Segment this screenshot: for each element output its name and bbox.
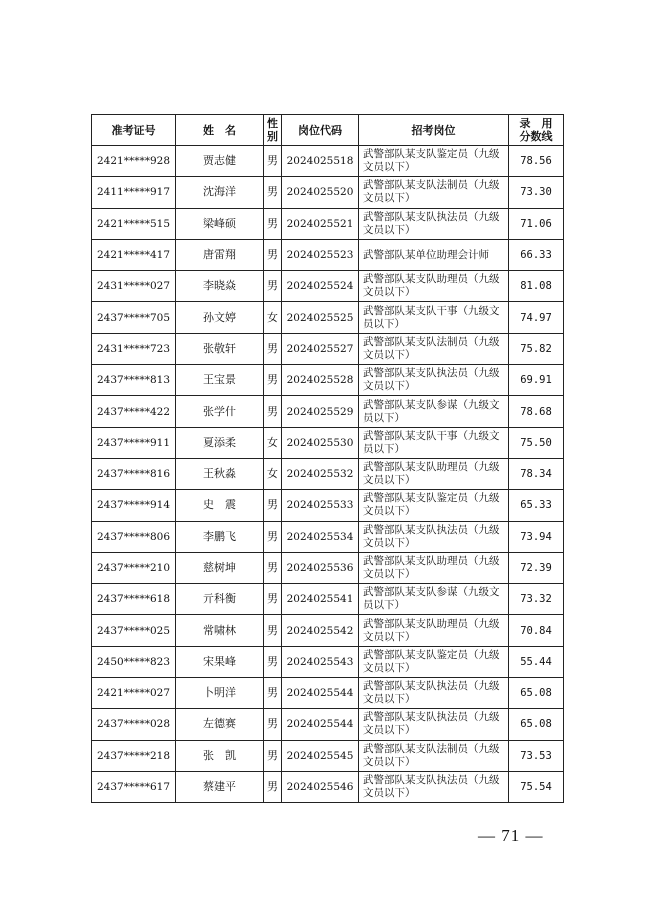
cell-post: 武警部队某支队鉴定员（九级文员以下） xyxy=(359,490,509,521)
cell-post: 武警部队某支队执法员（九级文员以下） xyxy=(359,678,509,709)
cell-post: 武警部队某支队参谋（九级文员以下） xyxy=(359,584,509,615)
cell-code: 2024025529 xyxy=(282,396,359,427)
table-row xyxy=(92,146,564,177)
cell-post: 武警部队某支队助理员（九级文员以下） xyxy=(359,615,509,646)
cell-name: 左德赛 xyxy=(176,709,264,740)
cell-post: 武警部队某支队执法员（九级文员以下） xyxy=(359,709,509,740)
cell-gender: 男 xyxy=(264,396,282,427)
table-row xyxy=(92,208,564,239)
header-id: 准考证号 xyxy=(92,115,176,146)
cell-gender: 男 xyxy=(264,333,282,364)
cell-score: 75.50 xyxy=(509,427,564,458)
cell-post: 武警部队某支队鉴定员（九级文员以下） xyxy=(359,146,509,177)
cell-name: 亓科衡 xyxy=(176,584,264,615)
cell-id: 2437*****914 xyxy=(92,490,176,521)
cell-id: 2437*****210 xyxy=(92,552,176,583)
cell-code: 2024025518 xyxy=(282,146,359,177)
cell-id: 2421*****027 xyxy=(92,678,176,709)
page-number: — 71 — xyxy=(478,826,544,845)
cell-score: 71.06 xyxy=(509,208,564,239)
results-table xyxy=(91,114,564,803)
cell-code: 2024025544 xyxy=(282,678,359,709)
cell-score: 78.34 xyxy=(509,458,564,489)
cell-post: 武警部队某支队干事（九级文员以下） xyxy=(359,427,509,458)
cell-post: 武警部队某支队参谋（九级文员以下） xyxy=(359,396,509,427)
cell-score: 78.68 xyxy=(509,396,564,427)
cell-code: 2024025521 xyxy=(282,208,359,239)
header-gender: 性别 xyxy=(264,115,282,146)
cell-gender: 男 xyxy=(264,678,282,709)
cell-code: 2024025545 xyxy=(282,740,359,771)
cell-score: 69.91 xyxy=(509,365,564,396)
cell-code: 2024025530 xyxy=(282,427,359,458)
table-row xyxy=(92,771,564,802)
cell-code: 2024025532 xyxy=(282,458,359,489)
cell-gender: 男 xyxy=(264,177,282,208)
cell-gender: 女 xyxy=(264,302,282,333)
cell-name: 夏添柔 xyxy=(176,427,264,458)
cell-post: 武警部队某支队法制员（九级文员以下） xyxy=(359,333,509,364)
header-code: 岗位代码 xyxy=(282,115,359,146)
cell-post: 武警部队某支队干事（九级文员以下） xyxy=(359,302,509,333)
cell-id: 2437*****028 xyxy=(92,709,176,740)
cell-code: 2024025527 xyxy=(282,333,359,364)
cell-id: 2437*****806 xyxy=(92,521,176,552)
cell-code: 2024025520 xyxy=(282,177,359,208)
cell-score: 73.30 xyxy=(509,177,564,208)
cell-name: 张学什 xyxy=(176,396,264,427)
cell-score: 74.97 xyxy=(509,302,564,333)
cell-post: 武警部队某支队执法员（九级文员以下） xyxy=(359,521,509,552)
cell-name: 王宝景 xyxy=(176,365,264,396)
cell-name: 蔡建平 xyxy=(176,771,264,802)
header-score-line1: 录 用 xyxy=(519,117,553,130)
header-score-line2: 分数线 xyxy=(519,130,553,143)
cell-id: 2421*****928 xyxy=(92,146,176,177)
cell-id: 2437*****218 xyxy=(92,740,176,771)
cell-name: 卜明洋 xyxy=(176,678,264,709)
cell-code: 2024025525 xyxy=(282,302,359,333)
cell-id: 2437*****617 xyxy=(92,771,176,802)
cell-score: 73.94 xyxy=(509,521,564,552)
cell-gender: 男 xyxy=(264,365,282,396)
table-row xyxy=(92,333,564,364)
cell-post: 武警部队某支队法制员（九级文员以下） xyxy=(359,740,509,771)
table-row xyxy=(92,271,564,302)
cell-score: 66.33 xyxy=(509,239,564,270)
cell-code: 2024025528 xyxy=(282,365,359,396)
cell-gender: 男 xyxy=(264,552,282,583)
cell-id: 2421*****417 xyxy=(92,239,176,270)
cell-gender: 女 xyxy=(264,458,282,489)
table-row xyxy=(92,678,564,709)
cell-id: 2421*****515 xyxy=(92,208,176,239)
table-row xyxy=(92,521,564,552)
cell-name: 贾志健 xyxy=(176,146,264,177)
cell-post: 武警部队某支队鉴定员（九级文员以下） xyxy=(359,646,509,677)
cell-id: 2437*****422 xyxy=(92,396,176,427)
cell-gender: 男 xyxy=(264,271,282,302)
table-row xyxy=(92,177,564,208)
cell-post: 武警部队某支队执法员（九级文员以下） xyxy=(359,365,509,396)
cell-code: 2024025544 xyxy=(282,709,359,740)
cell-score: 75.54 xyxy=(509,771,564,802)
cell-name: 宋果峰 xyxy=(176,646,264,677)
table-row xyxy=(92,396,564,427)
cell-post: 武警部队某支队助理员（九级文员以下） xyxy=(359,552,509,583)
cell-gender: 男 xyxy=(264,239,282,270)
cell-id: 2437*****911 xyxy=(92,427,176,458)
cell-post: 武警部队某支队执法员（九级文员以下） xyxy=(359,771,509,802)
cell-gender: 男 xyxy=(264,490,282,521)
cell-code: 2024025533 xyxy=(282,490,359,521)
table-row xyxy=(92,458,564,489)
results-table-container xyxy=(91,114,563,803)
cell-id: 2437*****816 xyxy=(92,458,176,489)
table-row xyxy=(92,646,564,677)
cell-post: 武警部队某支队助理员（九级文员以下） xyxy=(359,458,509,489)
cell-code: 2024025541 xyxy=(282,584,359,615)
cell-score: 73.53 xyxy=(509,740,564,771)
table-row xyxy=(92,740,564,771)
cell-score: 65.08 xyxy=(509,709,564,740)
cell-code: 2024025546 xyxy=(282,771,359,802)
cell-post: 武警部队某支队法制员（九级文员以下） xyxy=(359,177,509,208)
cell-post: 武警部队某单位助理会计师 xyxy=(359,239,509,270)
cell-name: 梁峰硕 xyxy=(176,208,264,239)
cell-score: 72.39 xyxy=(509,552,564,583)
cell-code: 2024025524 xyxy=(282,271,359,302)
table-row xyxy=(92,615,564,646)
cell-score: 65.08 xyxy=(509,678,564,709)
header-name: 姓 名 xyxy=(176,115,264,146)
cell-id: 2450*****823 xyxy=(92,646,176,677)
cell-score: 65.33 xyxy=(509,490,564,521)
table-row xyxy=(92,302,564,333)
header-score xyxy=(509,115,564,146)
cell-name: 孙文婷 xyxy=(176,302,264,333)
cell-id: 2437*****705 xyxy=(92,302,176,333)
cell-code: 2024025543 xyxy=(282,646,359,677)
table-body xyxy=(92,146,564,803)
table-row xyxy=(92,427,564,458)
cell-id: 2411*****917 xyxy=(92,177,176,208)
cell-id: 2437*****813 xyxy=(92,365,176,396)
table-row xyxy=(92,584,564,615)
cell-name: 沈海洋 xyxy=(176,177,264,208)
table-row xyxy=(92,239,564,270)
table-row xyxy=(92,552,564,583)
cell-name: 慈树坤 xyxy=(176,552,264,583)
table-row xyxy=(92,490,564,521)
cell-name: 李鹏飞 xyxy=(176,521,264,552)
cell-score: 81.08 xyxy=(509,271,564,302)
cell-name: 张 凯 xyxy=(176,740,264,771)
cell-name: 常啸林 xyxy=(176,615,264,646)
cell-post: 武警部队某支队执法员（九级文员以下） xyxy=(359,208,509,239)
cell-gender: 男 xyxy=(264,709,282,740)
cell-score: 73.32 xyxy=(509,584,564,615)
cell-id: 2437*****618 xyxy=(92,584,176,615)
cell-score: 55.44 xyxy=(509,646,564,677)
cell-gender: 女 xyxy=(264,427,282,458)
cell-id: 2431*****723 xyxy=(92,333,176,364)
cell-gender: 男 xyxy=(264,615,282,646)
cell-gender: 男 xyxy=(264,740,282,771)
cell-gender: 男 xyxy=(264,646,282,677)
cell-code: 2024025536 xyxy=(282,552,359,583)
cell-name: 史 震 xyxy=(176,490,264,521)
cell-name: 唐雷翔 xyxy=(176,239,264,270)
cell-code: 2024025523 xyxy=(282,239,359,270)
cell-name: 王秋淼 xyxy=(176,458,264,489)
cell-score: 70.84 xyxy=(509,615,564,646)
cell-gender: 男 xyxy=(264,521,282,552)
header-row xyxy=(92,115,564,146)
cell-score: 78.56 xyxy=(509,146,564,177)
cell-name: 李晓焱 xyxy=(176,271,264,302)
cell-name: 张敬轩 xyxy=(176,333,264,364)
cell-code: 2024025542 xyxy=(282,615,359,646)
cell-post: 武警部队某支队助理员（九级文员以下） xyxy=(359,271,509,302)
table-row xyxy=(92,365,564,396)
cell-gender: 男 xyxy=(264,146,282,177)
cell-code: 2024025534 xyxy=(282,521,359,552)
cell-id: 2431*****027 xyxy=(92,271,176,302)
cell-score: 75.82 xyxy=(509,333,564,364)
header-post: 招考岗位 xyxy=(359,115,509,146)
cell-gender: 男 xyxy=(264,584,282,615)
cell-gender: 男 xyxy=(264,771,282,802)
cell-gender: 男 xyxy=(264,208,282,239)
table-row xyxy=(92,709,564,740)
cell-id: 2437*****025 xyxy=(92,615,176,646)
